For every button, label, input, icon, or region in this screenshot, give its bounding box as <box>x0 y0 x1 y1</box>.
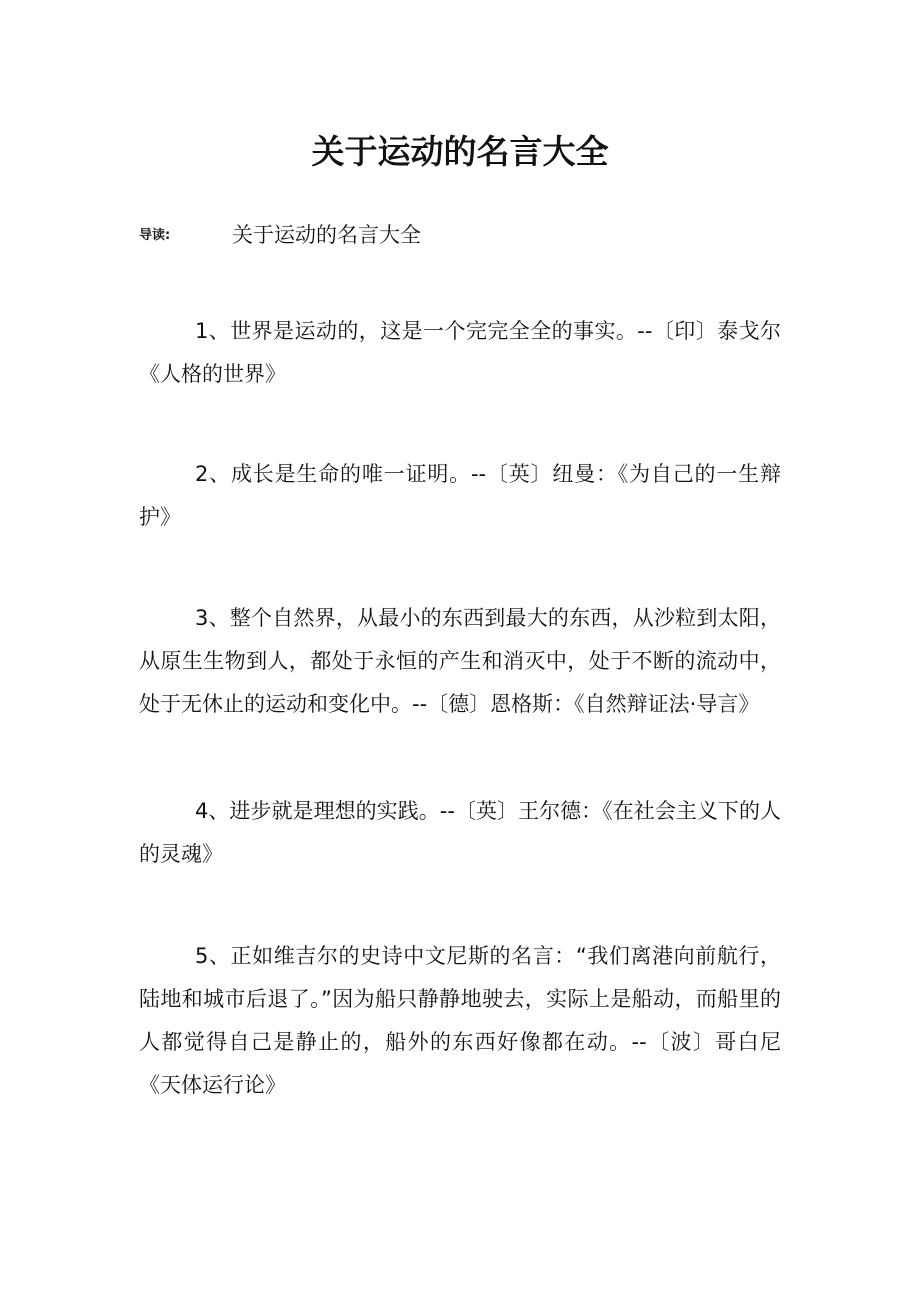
quote-paragraph: 5、正如维吉尔的史诗中文尼斯的名言：“我们离港向前航行，陆地和城市后退了。”因为船只静静地驶去，实际上是船动，而船里的人都觉得自己是静止的，船外的东西好像都在动。--〔波〕哥白尼《天体运行论》 <box>139 944 781 1097</box>
quote-paragraph: 2、成长是生命的唯一证明。--〔英〕纽曼：《为自己的一生辩护》 <box>139 462 781 529</box>
quote-paragraph: 3、整个自然界，从最小的东西到最大的东西，从沙粒到太阳，从原生生物到人，都处于永恒的产生和消灭中，处于不断的流动中，处于无休止的运动和变化中。--〔德〕恩格斯：《自然辩证法·导言》 <box>139 606 781 716</box>
guide-label: 导读: <box>139 228 171 243</box>
guide-text: 关于运动的名言大全 <box>232 223 421 247</box>
document-title: 关于运动的名言大全 <box>311 132 609 171</box>
quote-paragraph: 4、进步就是理想的实践。--〔英〕王尔德：《在社会主义下的人的灵魂》 <box>139 799 781 866</box>
quote-paragraph: 1、世界是运动的，这是一个完完全全的事实。--〔印〕泰戈尔《人格的世界》 <box>139 319 781 386</box>
